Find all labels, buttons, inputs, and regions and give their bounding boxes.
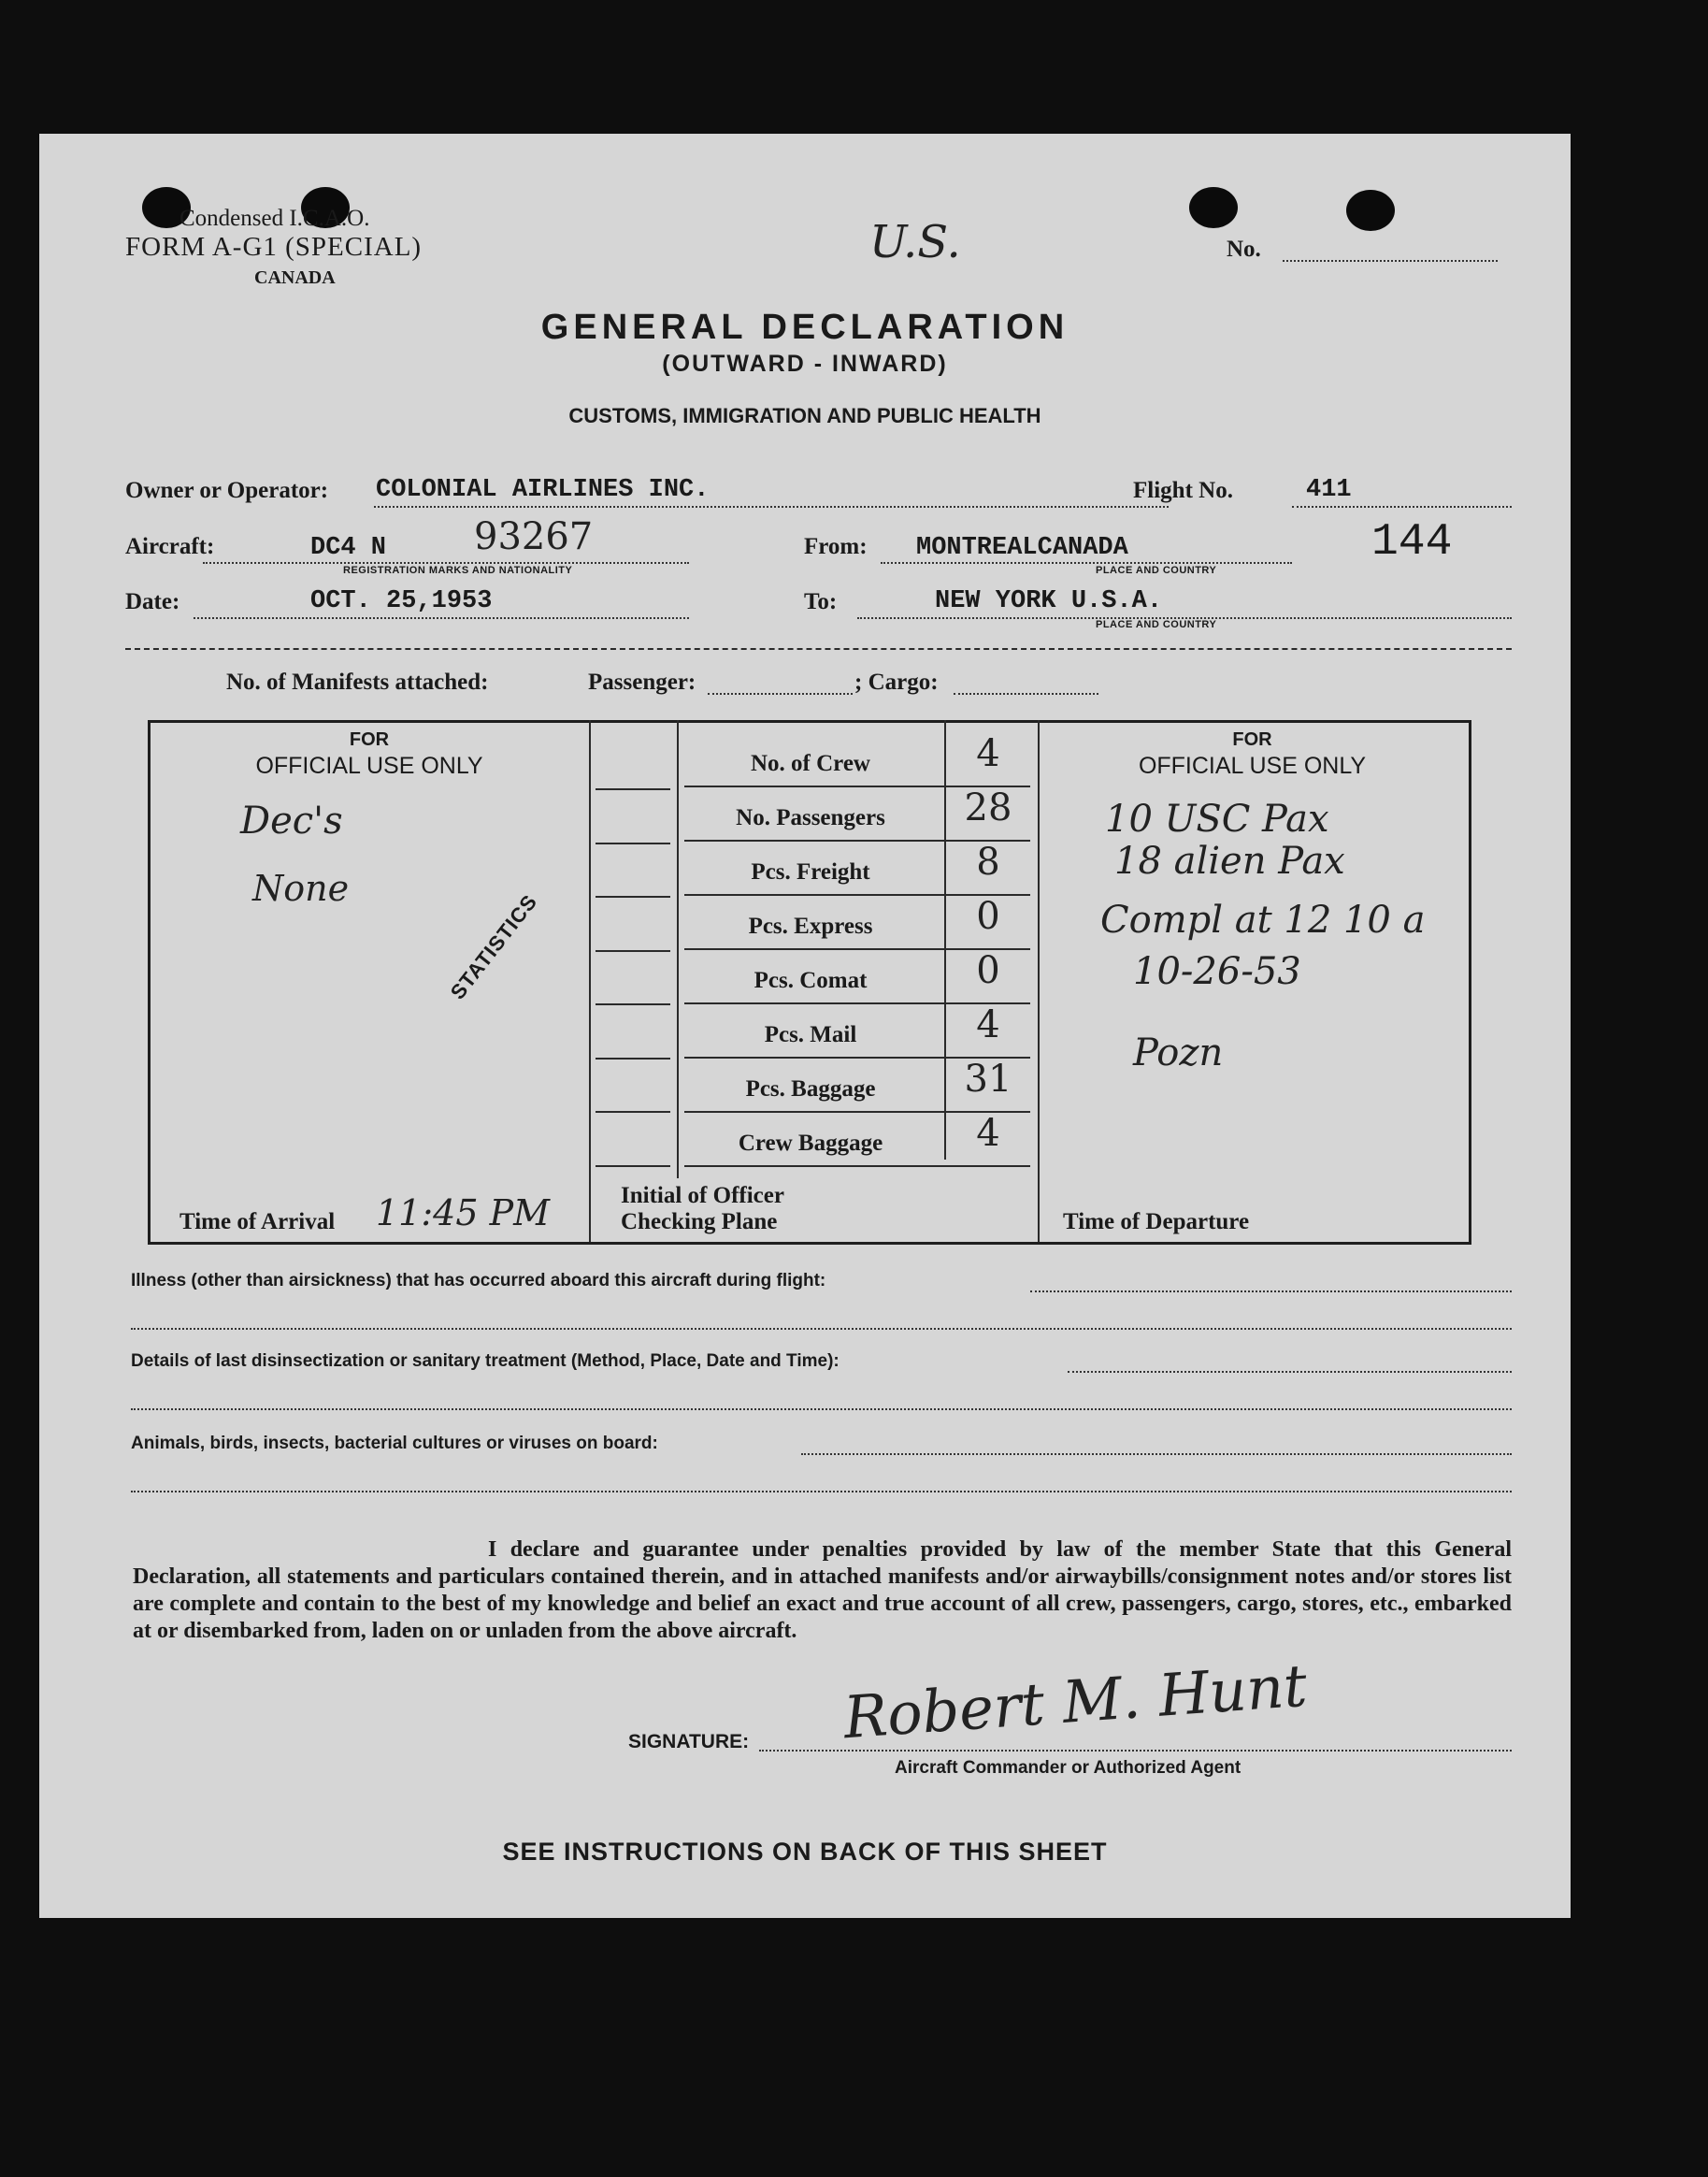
date-value: OCT. 25,1953 (310, 587, 493, 615)
row-value-comat: 0 (976, 949, 1000, 992)
declaration-form-sheet (39, 134, 1571, 1918)
left-hand-note-none: None (252, 868, 350, 909)
row-divider (684, 1165, 1030, 1167)
row-value-passengers: 28 (964, 786, 1012, 829)
row-label-express: Pcs. Express (748, 914, 873, 939)
footer-instructions: SEE INSTRUCTIONS ON BACK OF THIS SHEET (502, 1838, 1108, 1866)
initial-line (596, 1165, 670, 1167)
row-label-freight: Pcs. Freight (751, 859, 870, 885)
initial-officer-label: Initial of Officer (621, 1183, 784, 1208)
date-label: Date: (125, 589, 180, 614)
manifest-passenger-label: Passenger: (588, 670, 696, 695)
owner-value: COLONIAL AIRLINES INC. (376, 476, 710, 504)
left-hand-note-decs: Dec's (240, 800, 343, 843)
initial-line (596, 1058, 670, 1060)
manifest-cargo-field[interactable] (954, 693, 1098, 695)
initial-line (596, 843, 670, 844)
row-label-crew: No. of Crew (751, 751, 870, 776)
punch-hole (1346, 190, 1395, 231)
from-value: MONTREALCANADA (916, 534, 1128, 562)
form-country: CANADA (254, 267, 336, 288)
flight-no-field[interactable] (1292, 506, 1512, 508)
page-subtitle: (OUTWARD - INWARD) (662, 351, 948, 377)
aircraft-label: Aircraft: (125, 534, 215, 559)
punch-hole (1189, 187, 1238, 228)
illness-field[interactable] (1030, 1290, 1512, 1292)
checking-plane-label: Checking Plane (621, 1209, 778, 1234)
aircraft-caption: REGISTRATION MARKS AND NATIONALITY (343, 565, 573, 576)
right-note-alien-pax: 18 alien Pax (1114, 840, 1345, 883)
disinsectization-field[interactable] (1068, 1371, 1512, 1373)
animals-field-2[interactable] (131, 1491, 1512, 1492)
signature-field[interactable] (759, 1750, 1512, 1752)
row-value-crew-baggage: 4 (976, 1112, 1000, 1155)
form-number: FORM A-G1 (SPECIAL) (125, 232, 423, 262)
form-condensed-line: Condensed I.C.A.O. (179, 206, 370, 231)
aircraft-registration-hand: 93267 (474, 515, 594, 558)
header-divider (125, 648, 1512, 650)
to-label: To: (804, 589, 838, 614)
time-arrival-value: 11:45 PM (376, 1192, 551, 1233)
right-note-initials: Pozn (1133, 1031, 1224, 1074)
signature-caption: Aircraft Commander or Authorized Agent (895, 1758, 1242, 1778)
right-official-for: FOR (1232, 729, 1272, 750)
row-label-mail: Pcs. Mail (764, 1022, 857, 1047)
agencies-line: CUSTOMS, IMMIGRATION AND PUBLIC HEALTH (568, 404, 1041, 427)
animals-label: Animals, birds, insects, bacterial cultures or viruses on board: (131, 1434, 658, 1453)
owner-label: Owner or Operator: (125, 478, 329, 503)
initial-line (596, 1111, 670, 1113)
signature-label: SIGNATURE: (628, 1731, 750, 1752)
right-official-header: OFFICIAL USE ONLY (1138, 753, 1367, 779)
initial-line (596, 896, 670, 898)
row-value-baggage: 31 (964, 1058, 1012, 1101)
flight-no-label: Flight No. (1133, 478, 1233, 503)
row-value-mail: 4 (976, 1003, 1000, 1046)
no-field[interactable] (1283, 260, 1498, 262)
initial-line (596, 1003, 670, 1005)
illness-label: Illness (other than airsickness) that has occurred aboard this aircraft during flight: (131, 1271, 826, 1290)
manifest-passenger-field[interactable] (708, 693, 853, 695)
flight-no-value: 411 (1306, 476, 1352, 504)
manifest-cargo-label: ; Cargo: (854, 670, 939, 695)
handwritten-us: U.S. (869, 216, 961, 268)
from-field[interactable] (881, 562, 1292, 564)
left-official-header: OFFICIAL USE ONLY (255, 753, 483, 779)
from-label: From: (804, 534, 868, 559)
statistics-stamp: STATISTICS (445, 889, 542, 1004)
right-note-usc-pax: 10 USC Pax (1105, 798, 1329, 841)
owner-field[interactable] (374, 506, 1169, 508)
time-arrival-label: Time of Arrival (179, 1209, 336, 1234)
table-divider (1038, 720, 1040, 1242)
declaration-text: I declare and guarantee under penalties provided by law of the member State that this General Declaration, all statements and particulars contained therein, and in attached manifests and/or airwaybills/consignment notes and/or stores list are complete and contain to the best of my knowledge and belief an exact and true account of all crew, passengers, cargo, stores, etc., embarked at or disembarked from, laden on or unladen from the above aircraft. (133, 1537, 1512, 1643)
row-label-crew-baggage: Crew Baggage (738, 1131, 883, 1156)
page-title: GENERAL DECLARATION (540, 308, 1069, 347)
aircraft-field[interactable] (203, 562, 689, 564)
to-caption: PLACE AND COUNTRY (1096, 619, 1217, 630)
initial-line (596, 788, 670, 790)
no-label: No. (1227, 237, 1261, 262)
time-departure-label: Time of Departure (1063, 1209, 1250, 1234)
manifests-label: No. of Manifests attached: (226, 670, 489, 695)
right-note-date: 10-26-53 (1133, 950, 1301, 993)
to-value: NEW YORK U.S.A. (935, 587, 1163, 615)
row-label-comat: Pcs. Comat (754, 968, 868, 993)
illness-field-2[interactable] (131, 1328, 1512, 1330)
animals-field[interactable] (801, 1453, 1512, 1455)
row-value-freight: 8 (976, 841, 1000, 884)
left-official-for: FOR (349, 729, 390, 750)
from-caption: PLACE AND COUNTRY (1096, 565, 1217, 576)
disinsectization-label: Details of last disinsectization or sanitary treatment (Method, Place, Date and Time): (131, 1351, 840, 1371)
right-note-completed: Compl at 12 10 a (1100, 899, 1426, 942)
table-divider (677, 720, 679, 1178)
row-label-baggage: Pcs. Baggage (745, 1076, 876, 1102)
signature-value: Robert M. Hunt (841, 1651, 1310, 1752)
row-value-express: 0 (976, 895, 1000, 938)
disinsectization-field-2[interactable] (131, 1408, 1512, 1410)
row-value-crew: 4 (976, 732, 1000, 775)
row-label-passengers: No. Passengers (736, 805, 885, 830)
initial-line (596, 950, 670, 952)
table-divider (589, 720, 591, 1242)
aircraft-typed-value: DC4 N (310, 534, 387, 562)
stamp-number: 144 (1371, 517, 1453, 568)
date-field[interactable] (194, 617, 689, 619)
